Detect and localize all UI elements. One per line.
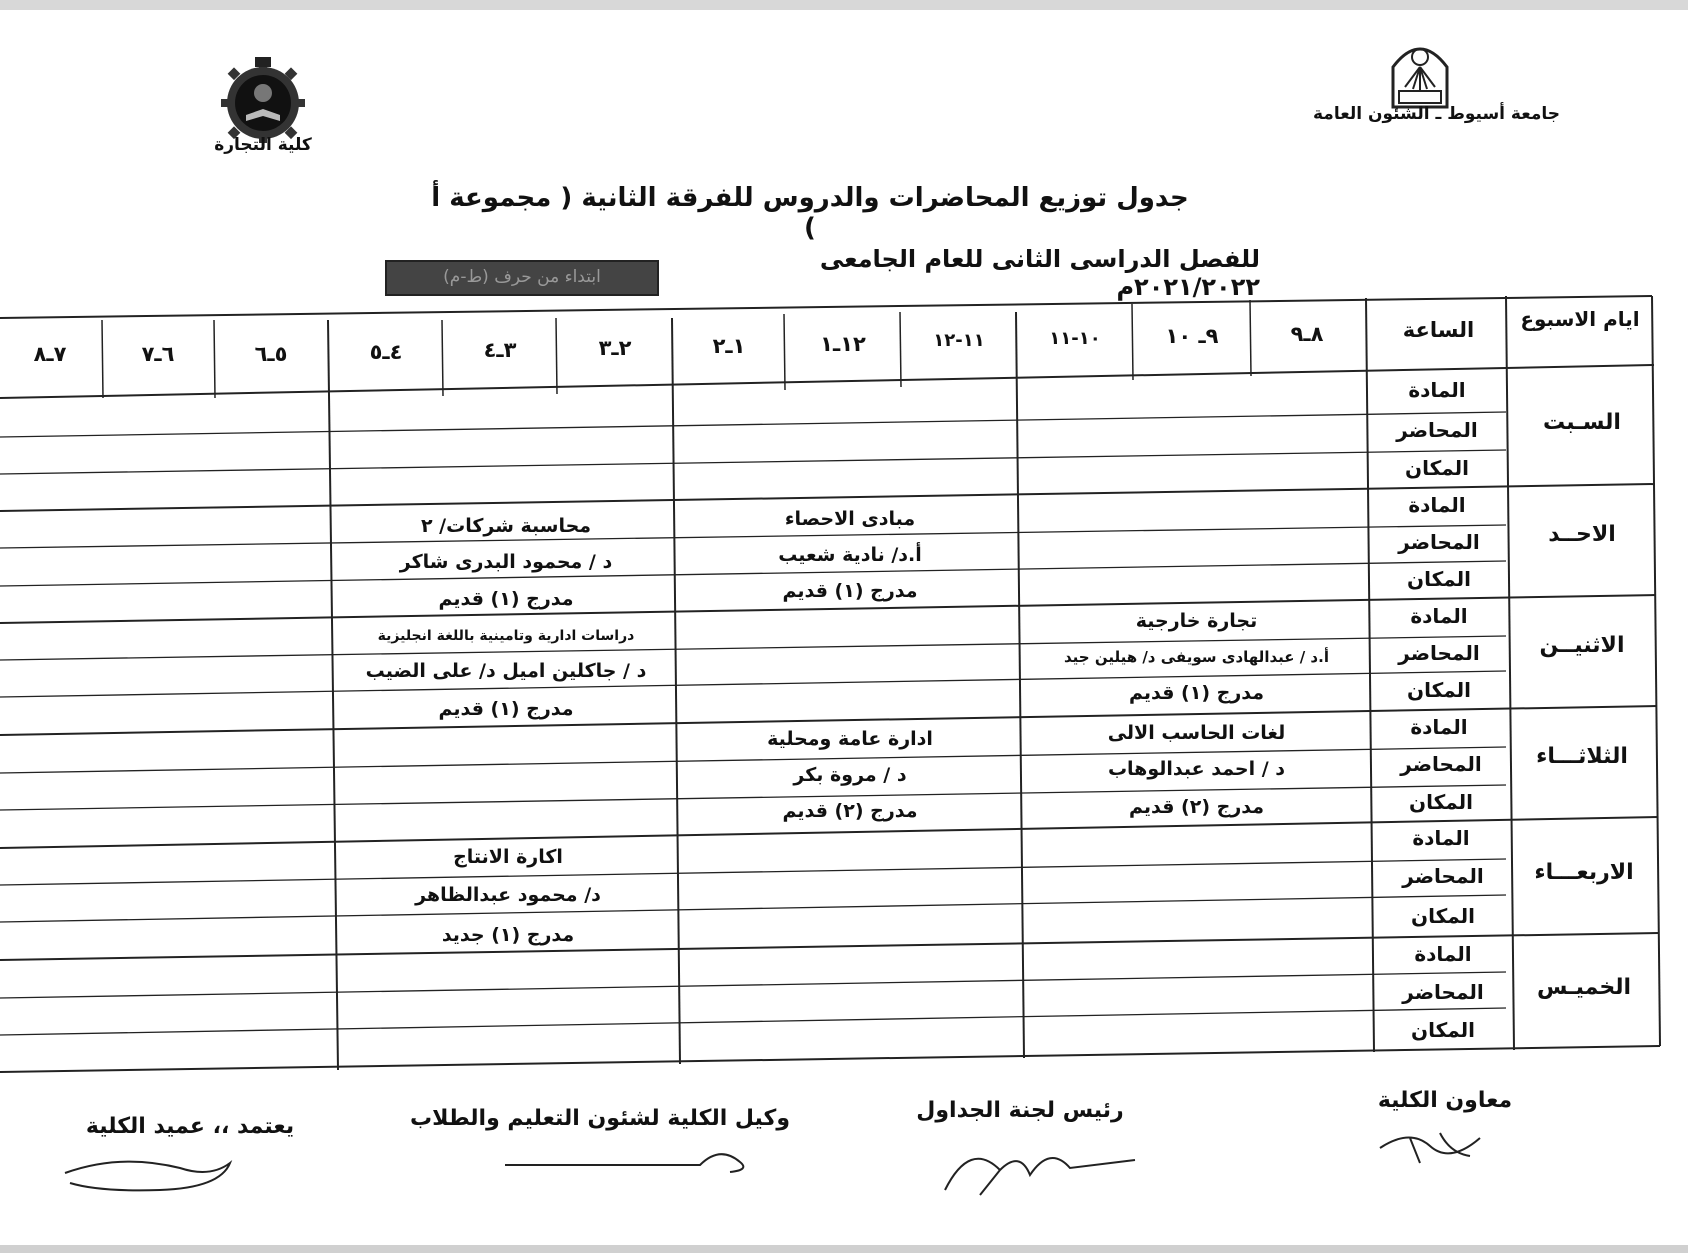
course-place: مدرج (١) قديم [438, 588, 574, 610]
course-place: مدرج (١) قديم [782, 580, 918, 602]
course-title: ادارة عامة ومحلية [767, 728, 933, 750]
date-stamp: ابتداء من حرف (ط-م) [385, 260, 659, 296]
course-title: تجارة خارجية [1135, 610, 1258, 632]
label-subject: المادة [1414, 942, 1472, 966]
label-lecturer: المحاضر [1400, 752, 1482, 776]
course-place: مدرج (٢) قديم [782, 800, 918, 822]
day-sunday: الاحــد [1548, 522, 1616, 547]
course-title: اكارة الانتاج [453, 846, 563, 868]
label-subject: المادة [1412, 826, 1470, 850]
assistant-signature [1370, 1118, 1490, 1168]
faculty-name: كلية التجارة [214, 135, 312, 155]
label-place: المكان [1405, 456, 1469, 480]
course-title: لغات الحاسب الالى [1107, 722, 1286, 744]
course-lecturer: د / محمود البدرى شاكر [399, 551, 613, 573]
course-lecturer: أ.د/ نادية شعيب [778, 544, 922, 566]
label-lecturer: المحاضر [1402, 980, 1484, 1004]
label-place: المكان [1411, 1018, 1475, 1042]
slot-5-6: ٥ـ٦ [254, 342, 288, 366]
slot-7-8: ٧ـ٨ [33, 342, 67, 366]
course-title: محاسبة شركات/ ٢ [420, 515, 592, 537]
slot-4-5: ٤ـ٥ [369, 340, 403, 364]
dean-signature [60, 1148, 240, 1198]
label-lecturer: المحاضر [1396, 418, 1478, 442]
university-name: جامعة أسيوط ـ الشئون العامة [1313, 104, 1560, 124]
assistant-signature-title: معاون الكلية [1377, 1088, 1513, 1113]
label-place: المكان [1407, 678, 1471, 702]
label-subject: المادة [1410, 604, 1468, 628]
label-lecturer: المحاضر [1398, 530, 1480, 554]
course-place: مدرج (١) جديد [441, 924, 575, 946]
course-lecturer: أ.د / عبدالهادى سويفى د/ هيلين جيد [1064, 648, 1329, 666]
label-place: المكان [1411, 904, 1475, 928]
course-place: مدرج (١) قديم [1128, 682, 1265, 704]
slot-11-12: ١١-١٢ [933, 330, 985, 351]
slot-6-7: ٦ـ٧ [141, 342, 175, 366]
label-subject: المادة [1410, 715, 1468, 739]
course-place: مدرج (١) قديم [438, 698, 574, 720]
slot-2-3: ٢ـ٣ [598, 336, 632, 360]
dean-signature-title: يعتمد ،، عميد الكلية [85, 1114, 295, 1139]
label-place: المكان [1409, 790, 1473, 814]
course-lecturer: د / مروة بكر [793, 764, 907, 786]
slot-3-4: ٣ـ٤ [483, 338, 517, 362]
day-thursday: الخميـس [1536, 975, 1631, 1000]
label-lecturer: المحاضر [1402, 864, 1484, 888]
day-tuesday: الثلاثـــاء [1536, 744, 1628, 769]
hour-header: الساعة [1402, 318, 1475, 342]
vice-dean-signature-title: وكيل الكلية لشئون التعليم والطلاب [410, 1106, 790, 1131]
page-subtitle: للفصل الدراسى الثانى للعام الجامعى ٢٠٢١/٢٠٢٢م [819, 245, 1260, 301]
slot-12-1: ١٢ـ١ [820, 332, 866, 356]
course-lecturer: د / جاكلين اميل د/ على الضيب [365, 660, 647, 682]
label-subject: المادة [1408, 493, 1466, 517]
day-monday: الاثنيــن [1539, 633, 1625, 658]
days-header: ايام الاسبوع [1520, 307, 1640, 331]
slot-1-2: ١ـ٢ [712, 334, 746, 358]
course-lecturer: د / احمد عبدالوهاب [1107, 758, 1286, 780]
vice-dean-signature [500, 1140, 760, 1180]
course-title: مبادى الاحصاء [784, 508, 916, 530]
course-lecturer: د/ محمود عبدالظاهر [415, 884, 601, 906]
slot-8-9: ٨ـ٩ [1290, 322, 1324, 346]
committee-head-signature-title: رئيس لجنة الجداول [916, 1098, 1124, 1123]
course-place: مدرج (٢) قديم [1128, 796, 1265, 818]
label-place: المكان [1407, 567, 1471, 591]
slot-9-10: ٩ـ ١٠ [1165, 324, 1219, 348]
committee-head-signature [940, 1130, 1140, 1200]
page-title: جدول توزيع المحاضرات والدروس للفرقة الثانية ( مجموعة أ ) [431, 183, 1189, 243]
course-title: دراسات ادارية وتامينية باللغة انجليزية [377, 628, 635, 644]
day-wednesday: الاربعـــاء [1534, 860, 1634, 885]
slot-10-11: ١٠-١١ [1049, 328, 1101, 349]
label-subject: المادة [1408, 378, 1466, 402]
label-lecturer: المحاضر [1398, 641, 1480, 665]
day-saturday: السـبت [1543, 410, 1621, 435]
